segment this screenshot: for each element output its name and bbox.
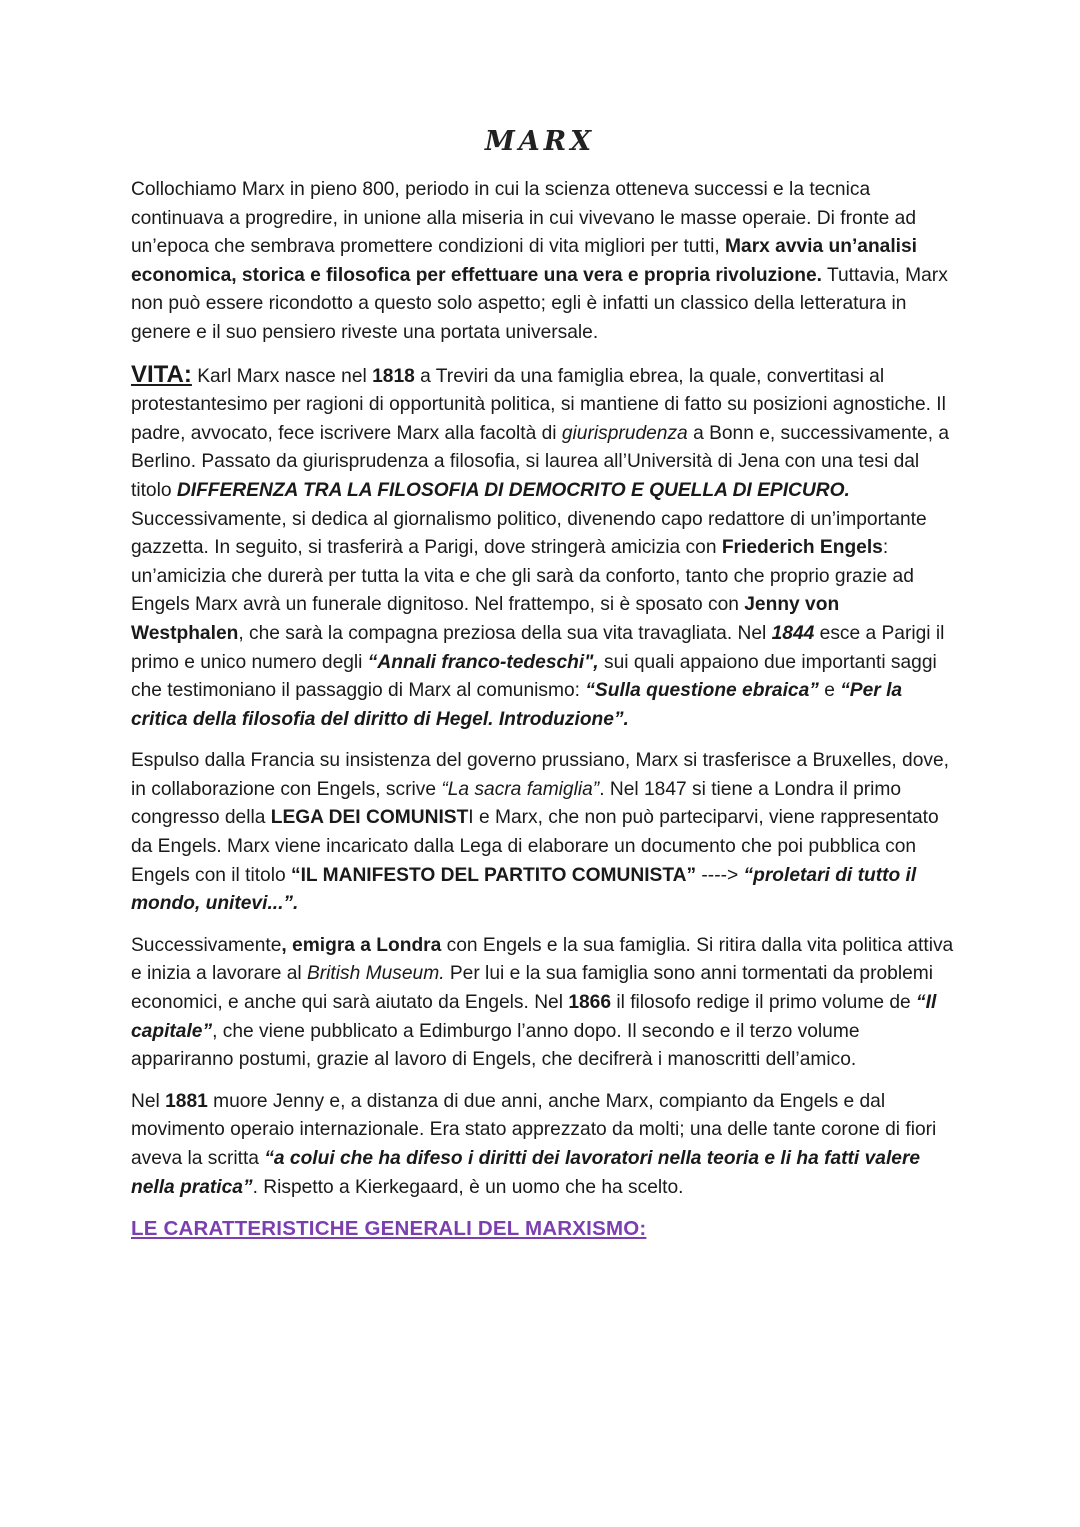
document-body [131, 176, 956, 1244]
bold-italic-run: “Annali franco-tedeschi", [367, 651, 599, 673]
bold-run: 1881 [165, 1090, 208, 1112]
london-paragraph [131, 932, 956, 1075]
text-run: . Rispetto a Kierkegaard, è un uomo che ha scelto. [252, 1176, 684, 1198]
text-run: Collochiamo Marx in pieno 800, periodo in cui la scienza otteneva successi e la tecnica continuava a progredire, in unione alla miseria in cui vivevano le masse operaie. Di fronte ad un’epoca che sembrava promettere condizioni di vita migliori per tutti, [131, 179, 916, 258]
text-run: I e Marx, che non può parteciparvi, viene rappresentato da Engels. Marx viene incaricato dalla Lega di elaborare un documento che poi pubblica con Engels con il titolo [131, 807, 939, 886]
page-title: MARX [484, 126, 596, 157]
bold-run: , emigra a Londra [281, 934, 442, 956]
bold-italic-run: “a colui che ha difeso i diritti dei lavoratori nella teoria e li ha fatti valere nella pratica” [131, 1148, 921, 1198]
bold-run: Jenny von Westphalen [131, 594, 840, 644]
italic-run: giurisprudenza [561, 422, 688, 444]
text-run: Nel [131, 1090, 166, 1112]
bold-italic-run: “Per la critica della filosofia del diritto di Hegel. Introduzione”. [131, 680, 903, 730]
exile-paragraph [131, 747, 956, 919]
intro-paragraph [131, 176, 956, 348]
italic-run: “La sacra famiglia” [441, 778, 600, 800]
text-run: , che sarà la compagna preziosa della sua vita travagliata. Nel [238, 622, 772, 644]
text-run: Tuttavia, Marx non può essere ricondotto a questo solo aspetto; egli è infatti un classico della letteratura in genere e il suo pensiero riveste una portata universale. [131, 264, 948, 343]
text-run: il filosofo redige il primo volume de [611, 992, 917, 1014]
text-run: esce a Parigi il primo e unico numero degli [131, 622, 945, 673]
bold-run: Friederich Engels [721, 537, 883, 559]
text-run: a Bonn e, successivamente, a Berlino. Passato da giurisprudenza a filosofia, si laurea all’Università di Jena con una tesi dal titolo [131, 422, 950, 501]
text-run: : un’amicizia che durerà per tutta la vita e che gli sarà da conforto, tanto che proprio grazie ad Engels Marx avrà un funerale dignitoso. Nel frattempo, si è sposato con [131, 537, 914, 616]
italic-run: British Museum. [306, 963, 445, 985]
text-run: ----> [696, 864, 744, 886]
bold-italic-run: “proletari di tutto il mondo, unitevi...”. [131, 864, 917, 915]
text-run: Successivamente [131, 934, 282, 956]
text-run: muore Jenny e, a distanza di due anni, anche Marx, compianto da Engels e dal movimento operaio internazionale. Era stato apprezzato da molti; una delle tante corone di fiori aveva la scritta [131, 1090, 937, 1169]
bold-italic-run: 1844 [771, 622, 815, 644]
text-run: Espulso dalla Francia su insistenza del governo prussiano, Marx si trasferisce a Bruxelles, dove, in collaborazione con Engels, scrive [131, 750, 949, 800]
bold-run: “IL MANIFESTO DEL PARTITO COMUNISTA” [290, 864, 697, 886]
text-run: e [818, 680, 841, 702]
text-run: Successivamente, si dedica al giornalismo politico, divenendo capo redattore di un’importante gazzetta. In seguito, si trasferirà a Parigi, dove stringerà amicizia con [131, 508, 927, 559]
bold-italic-run: DIFFERENZA TRA LA FILOSOFIA DI DEMOCRITO E QUELLA DI EPICURO. [176, 479, 850, 501]
bold-run: LEGA DEI COMUNIST [270, 807, 469, 829]
bold-run: 1818 [372, 365, 415, 387]
bold-run: Marx avvia un’analisi economica, storica e filosofica per effettuare una vera e propria rivoluzione. [131, 236, 918, 286]
text-run: con Engels e la sua famiglia. Si ritira dalla vita politica attiva e inizia a lavorare al [131, 934, 954, 985]
death-paragraph [131, 1088, 956, 1202]
vita-paragraph [131, 361, 956, 735]
text-run: , che viene pubblicato a Edimburgo l’anno dopo. Il secondo e il terzo volume appariranno postumi, grazie al lavoro di Engels, che decifrerà i manoscritti dell’amico. [131, 1020, 860, 1071]
text-run: sui quali appaiono due importanti saggi che testimoniano il passaggio di Marx al comunismo: [131, 651, 937, 702]
text-run: Karl Marx nasce nel [191, 365, 373, 387]
bold-run: 1866 [568, 992, 611, 1014]
bold-italic-run: “Sulla questione ebraica” [585, 680, 819, 702]
section-heading: LE CARATTERISTICHE GENERALI DEL MARXISMO: [131, 1217, 647, 1241]
text-run: Per lui e la sua famiglia sono anni tormentati da problemi economici, e anche qui sarà aiutato da Engels. Nel [131, 963, 934, 1014]
bold-italic-run: “Il capitale” [131, 992, 937, 1042]
vita-label: VITA: [131, 360, 192, 388]
text-run: . Nel 1847 si tiene a Londra il primo congresso della [131, 778, 902, 829]
text-run: a Treviri da una famiglia ebrea, la quale, convertitasi al protestantesimo per ragioni di opportunità politica, si mantiene di fatto su posizioni agnostiche. Il padre, avvocato, fece iscrivere Marx alla facoltà di [131, 365, 946, 444]
